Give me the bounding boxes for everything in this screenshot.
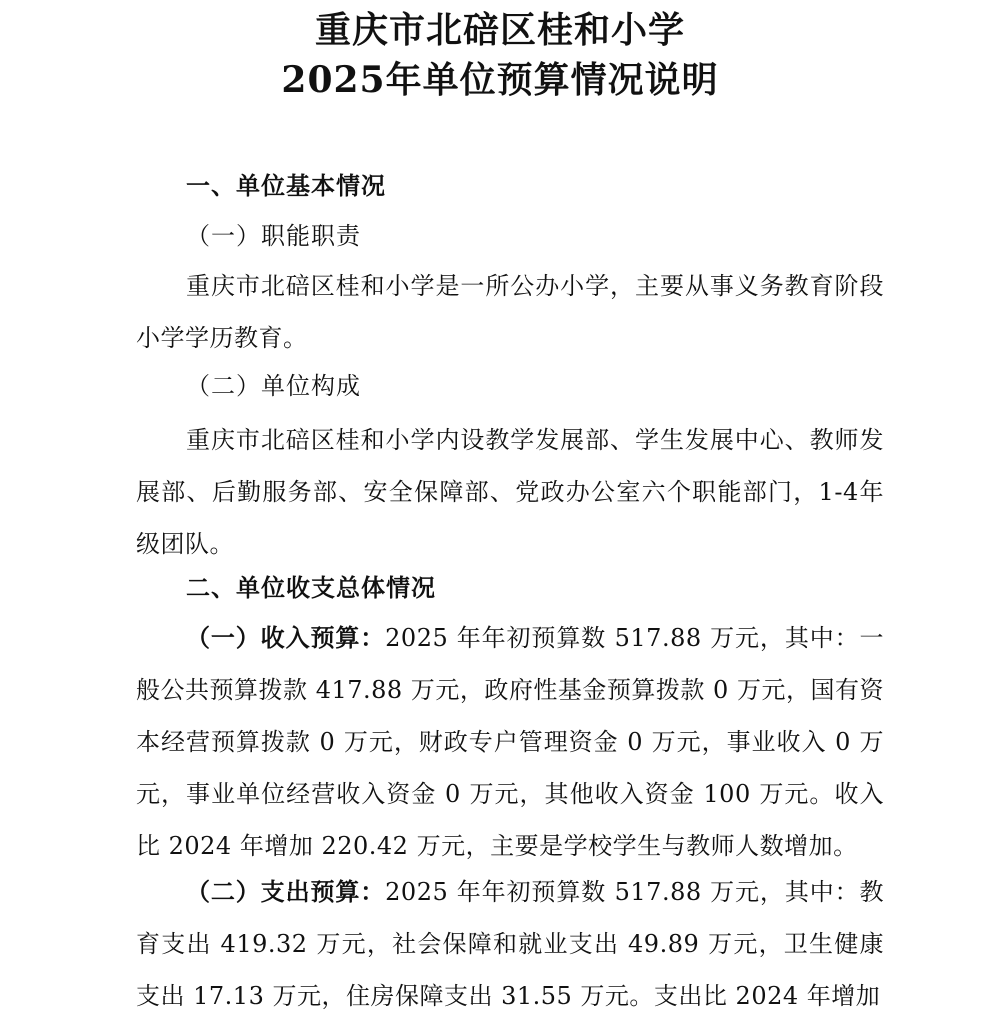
income-lead: （一）收入预算： xyxy=(186,623,386,652)
expense-text: 2025 年年初预算数 517.88 万元，其中：教育支出 419.32 万元，社会保障和就业支出 49.89 万元，卫生健康支出 17.13 万元，住房保障支出 31.55 万元。支出比 2024 年增加 xyxy=(136,878,884,1010)
document-title-line2: 2025年单位预算情况说明 xyxy=(281,59,719,101)
section1-sub2-heading: （二）单位构成 xyxy=(186,372,361,400)
section1-sub1-heading: （一）职能职责 xyxy=(186,222,361,250)
section1-sub1-paragraph: 重庆市北碚区桂和小学是一所公办小学，主要从事义务教育阶段小学学历教育。 xyxy=(136,272,884,352)
expense-lead: （二）支出预算： xyxy=(186,877,386,906)
income-paragraph xyxy=(136,612,884,872)
expense-paragraph xyxy=(136,866,884,1022)
section1-sub2-paragraph: 重庆市北碚区桂和小学内设教学发展部、学生发展中心、教师发展部、后勤服务部、安全保障部、党政办公室六个职能部门，1-4年级团队。 xyxy=(136,426,884,558)
income-text: 2025 年年初预算数 517.88 万元，其中：一般公共预算拨款 417.88 万元，政府性基金预算拨款 0 万元，国有资本经营预算拨款 0 万元，财政专户管理资金 0 万元，事业收入 0 万元，事业单位经营收入资金 0 万元，其他收入资金 100 万元。收入比 2024 年增加 220.42 万元，主要是学校学生与教师人数增加。 xyxy=(136,624,884,860)
document-title-line1: 重庆市北碚区桂和小学 xyxy=(314,9,685,51)
section2-heading: 二、单位收支总体情况 xyxy=(186,573,436,602)
section1-heading: 一、单位基本情况 xyxy=(186,171,386,200)
